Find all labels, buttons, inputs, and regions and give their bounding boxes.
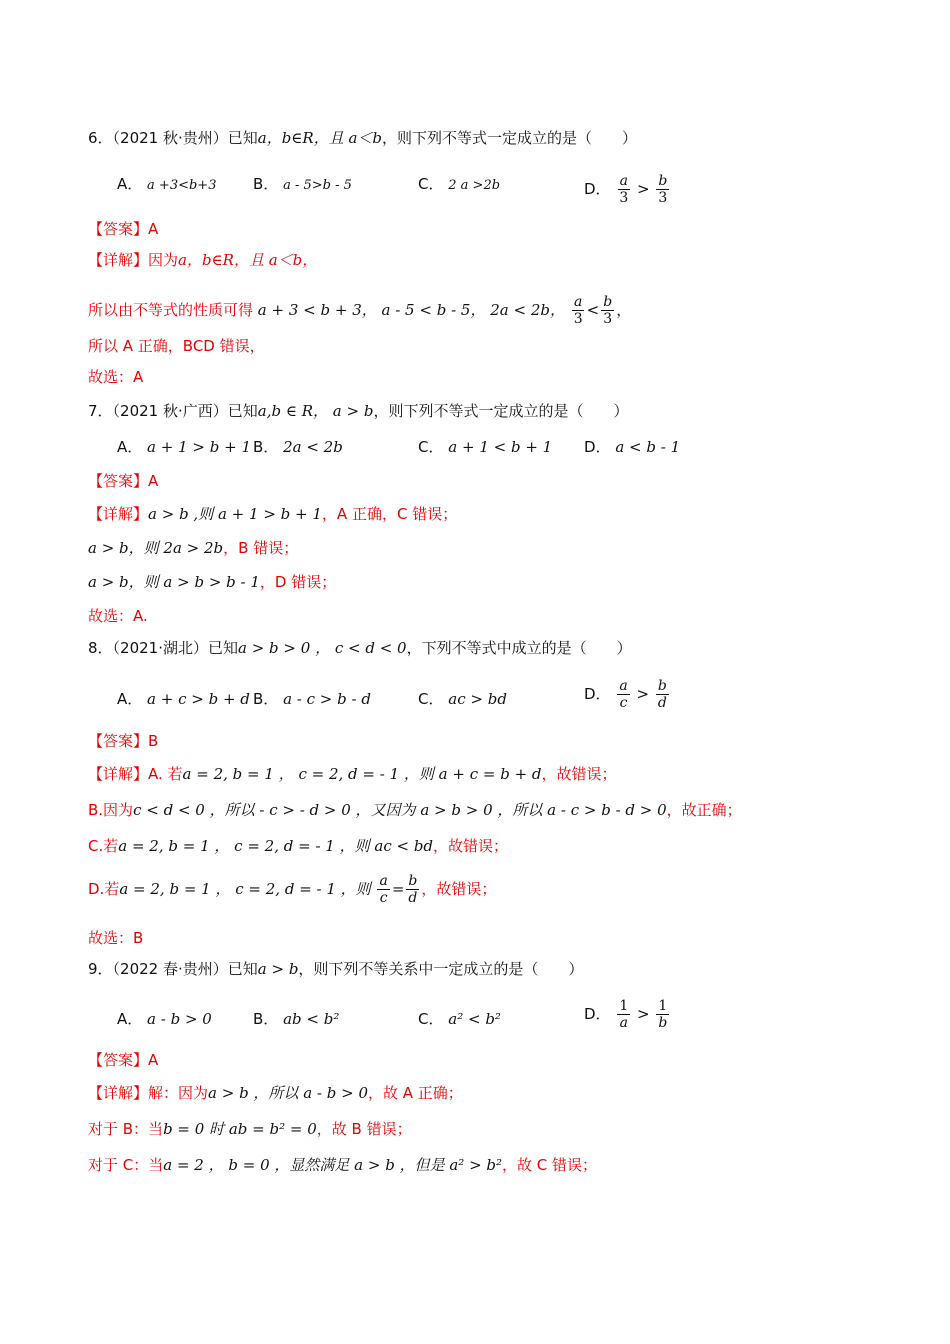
q7-detail-2: a > b，则 2a > 2b，B 错误； [88,539,299,557]
q6-detail-line4: 故选：A [88,368,144,386]
q7-option-d: D． a < b - 1 [584,438,681,456]
q8-option-d: D． $\frac{a}{c}$ > $\frac{b}{d}$ [584,678,667,711]
q7-stem: 7．（2021 秋·广西）已知a,b ∈ R， a > b，则下列不等式一定成立的是（ ） [88,402,629,420]
q8-detail-d: D.若a = 2, b = 1 ， c = 2, d = - 1 ，则 $\frac{a}{c}$ = $\frac{b}{d}$ ，故错误； [88,873,497,906]
q6-option-c: C． 2 a >2b [418,175,501,193]
q6-option-d: D． $\frac{a}{3}$ > $\frac{b}{3}$ [584,173,668,206]
q8-answer: 【答案】B [88,732,159,750]
q8-end: 故选：B [88,929,144,947]
q6-answer: 【答案】A [88,220,159,238]
q8-option-c: C． ac > bd [418,690,507,708]
q7-detail-3: a > b，则 a > b > b - 1，D 错误； [88,573,337,591]
q7-option-b: B． 2a < 2b [253,438,343,456]
q7-detail-1: 【详解】a > b ,则 a + 1 > b + 1，A 正确，C 错误； [88,505,458,523]
q6-option-a: A． a +3<b+3 [117,175,217,193]
q9-stem: 9．（2022 春·贵州）已知a > b，则下列不等关系中一定成立的是（ ） [88,960,584,978]
q8-detail-a: 【详解】A. 若a = 2, b = 1 ， c = 2, d = - 1 ，则 a + c = b + d，故错误； [88,765,617,783]
q7-option-a: A． a + 1 > b + 1 [117,438,251,456]
q8-option-b: B． a - c > b - d [253,690,371,708]
q6-option-d-frac: $\frac{a}{3}$ [619,173,629,206]
q9-detail-3: 对于 C：当a = 2 ， b = 0 ，显然满足 a > b ，但是 a² > b²，故 C 错误； [88,1156,598,1174]
q6-stem: 6．（2021 秋·贵州）已知a，b∈R，且 a＜b，则下列不等式一定成立的是（ ） [88,129,638,147]
q9-option-b: B． ab < b² [253,1010,340,1028]
q8-detail-b: B.因为c < d < 0 ，所以 - c > - d > 0 ，又因为 a > b > 0 ，所以 a - c > b - d > 0，故正确； [88,801,742,819]
q6-detail-line3: 所以 A 正确，BCD 错误， [88,337,265,355]
q9-option-a: A． a - b > 0 [117,1010,212,1028]
q8-detail-c: C.若a = 2, b = 1 ， c = 2, d = - 1 ，则 ac < bd，故错误； [88,837,509,855]
q6-option-b: B． a - 5>b - 5 [253,175,352,193]
q9-detail-1: 【详解】解：因为a > b ，所以 a - b > 0，故 A 正确； [88,1084,463,1102]
q6-detail: 【详解】因为a，b∈R，且 a＜b， [88,251,318,269]
q8-stem: 8．（2021·湖北）已知a > b > 0 ， c < d < 0，下列不等式中成立的是（ ） [88,639,632,657]
q9-option-d: D． $\frac{1}{a}$ > $\frac{1}{b}$ [584,998,668,1031]
q6-detail-frac: $\frac{a}{3}$ [573,294,583,327]
q9-answer: 【答案】A [88,1051,159,1069]
q7-end: 故选：A. [88,607,148,625]
q9-detail-2: 对于 B：当b = 0 时 ab = b² = 0，故 B 错误； [88,1120,412,1138]
q7-option-c: C． a + 1 < b + 1 [418,438,553,456]
q9-option-c: C． a² < b² [418,1010,501,1028]
q7-answer: 【答案】A [88,472,159,490]
q6-detail-line2: 所以由不等式的性质可得 a + 3 < b + 3， a - 5 < b - 5， 2a < 2b， $\frac{a}{3}$ < $\frac{b}{3}$ ， [88,294,632,327]
q8-option-a: A． a + c > b + d [117,690,250,708]
